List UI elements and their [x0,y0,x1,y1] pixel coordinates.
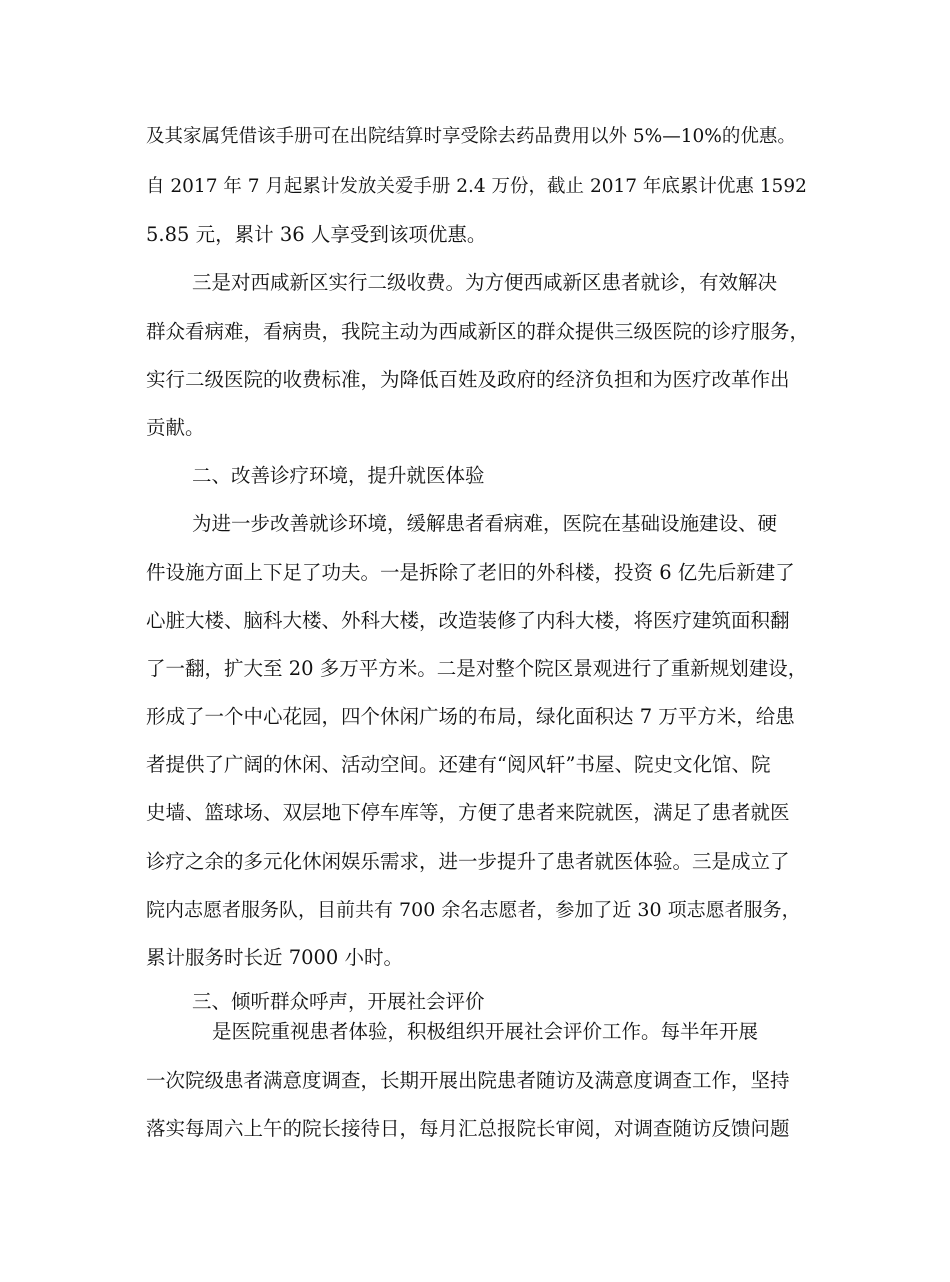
paragraph-line: 5.85 元，累计 36 人享受到该项优惠。 [146,223,487,246]
paragraph-line: 史墙、篮球场、双层地下停车库等，方便了患者来院就医，满足了患者就医 [146,801,790,824]
paragraph-line: 群众看病难，看病贵，我院主动为西咸新区的群众提供三级医院的诊疗服务， [146,320,810,343]
paragraph-line: 落实每周六上午的院长接待日，每月汇总报院长审阅，对调查随访反馈问题 [146,1117,790,1140]
paragraph-line: 实行二级医院的收费标准，为降低百姓及政府的经济负担和为医疗改革作出 [146,368,790,391]
paragraph-line: 院内志愿者服务队，目前共有 700 余名志愿者，参加了近 30 项志愿者服务， [146,899,801,921]
paragraph-line: 累计服务时长近 7000 小时。 [146,946,404,969]
paragraph-line: 贡献。 [146,416,205,439]
paragraph-line: 形成了一个中心花园，四个休闲广场的布局，绿化面积达 7 万平方米，给患 [146,705,795,728]
paragraph-line: 是医院重视患者体验，积极组织开展社会评价工作。每半年开展 [212,1020,759,1043]
paragraph-line: 者提供了广阔的休闲、活动空间。还建有“阅风轩”书屋、院史文化馆、院 [146,753,771,776]
section-heading: 二、改善诊疗环境，提升就医体验 [192,464,485,487]
section-heading: 三、倾听群众呼声，开展社会评价 [192,990,485,1013]
paragraph-line: 为进一步改善就诊环境，缓解患者看病难，医院在基础设施建设、硬 [192,512,778,535]
paragraph-line: 一次院级患者满意度调查，长期开展出院患者随访及满意度调查工作，坚持 [146,1069,790,1092]
paragraph-line: 了一翻，扩大至 20 多万平方米。二是对整个院区景观进行了重新规划建设， [146,657,808,680]
paragraph-line: 三是对西咸新区实行二级收费。为方便西咸新区患者就诊，有效解决 [192,271,778,294]
paragraph-line: 及其家属凭借该手册可在出院结算时享受除去药品费用以外 5%—10%的优惠。 [146,126,796,147]
paragraph-line: 自 2017 年 7 月起累计发放关爱手册 2.4 万份，截止 2017 年底累计优惠 1592 [146,176,807,197]
paragraph-line: 心脏大楼、脑科大楼、外科大楼，改造装修了内科大楼，将医疗建筑面积翻 [146,609,790,632]
paragraph-line: 诊疗之余的多元化休闲娱乐需求，进一步提升了患者就医体验。三是成立了 [146,850,790,873]
paragraph-line: 件设施方面上下足了功夫。一是拆除了老旧的外科楼，投资 6 亿先后新建了 [146,561,795,584]
